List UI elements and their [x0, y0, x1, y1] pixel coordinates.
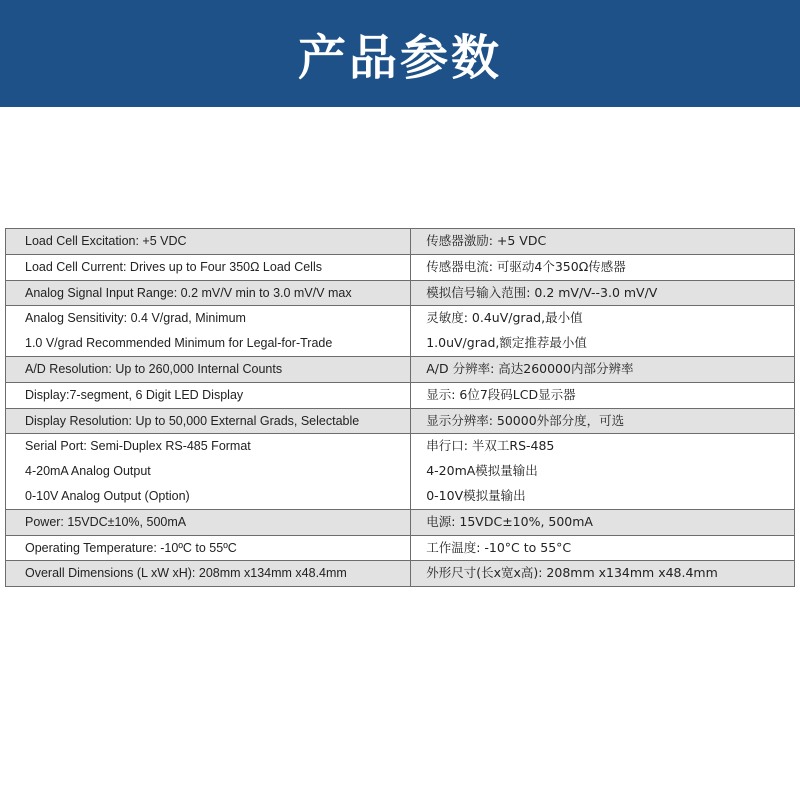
table-row: [6, 535, 795, 561]
table-row: [6, 561, 795, 587]
spec-cell-en: [6, 434, 411, 509]
spec-cell-en: [6, 280, 411, 306]
spec-cell-zh: [411, 280, 795, 306]
spec-text: Power: 15VDC±10%, 500mA: [25, 514, 187, 529]
spec-text: 传感器激励: +5 VDC: [426, 233, 547, 248]
table-row: [6, 434, 795, 509]
spec-cell-zh: [411, 254, 795, 280]
spec-text: 传感器电流: 可驱动4个350Ω传感器: [426, 258, 626, 274]
spec-cell-en: [6, 356, 411, 382]
spec-cell-zh: [411, 382, 795, 408]
header-banner: [0, 0, 800, 107]
spec-cell-zh: [411, 408, 795, 434]
spec-cell-zh: [411, 561, 795, 587]
spec-text: Display Resolution: Up to 50,000 External Grads, Selectable: [25, 413, 360, 428]
table-row: [6, 254, 795, 280]
spec-text: Display:7-segment, 6 Digit LED Display: [25, 387, 244, 402]
spec-text: 电源: 15VDC±10%, 500mA: [426, 513, 593, 529]
spec-text: 外形尺寸(长x宽x高): 208mm x134mm x48.4mm: [426, 565, 718, 581]
table-row: [6, 229, 795, 255]
spec-cell-en: [6, 535, 411, 561]
spec-text: Load Cell Excitation: +5 VDC: [25, 234, 187, 248]
spec-text: 显示分辨率: 50000外部分度，可选: [426, 412, 625, 428]
spec-text: A/D Resolution: Up to 260,000 Internal Counts: [25, 361, 283, 376]
table-row: [6, 408, 795, 434]
spec-text: A/D 分辨率: 高达260000内部分辨率: [426, 360, 634, 376]
table-row: [6, 509, 795, 535]
page-title: 产品参数: [297, 30, 502, 86]
spec-text: 工作温度: -10°C to 55°C: [426, 539, 572, 555]
spec-cell-zh: [411, 535, 795, 561]
spec-text: 1.0 V/grad Recommended Minimum for Legal-for-Trade: [25, 336, 333, 351]
spec-cell-en: [6, 382, 411, 408]
spec-text: Operating Temperature: -10ºC to 55ºC: [25, 540, 237, 555]
spec-text: Overall Dimensions (L xW xH): 208mm x134mm x48.4mm: [25, 566, 347, 581]
spec-text: 串行口: 半双工RS-485: [426, 438, 555, 454]
spec-cell-zh: [411, 434, 795, 509]
table-row: [6, 382, 795, 408]
table-row: [6, 306, 795, 357]
spec-cell-zh: [411, 306, 795, 357]
spec-text: 0-10V模拟量输出: [426, 487, 526, 503]
spec-cell-zh: [411, 509, 795, 535]
spec-text: Analog Signal Input Range: 0.2 mV/V min to 3.0 mV/V max: [25, 285, 352, 300]
spec-text: Analog Sensitivity: 0.4 V/grad, Minimum: [25, 311, 246, 326]
spec-text: 灵敏度: 0.4uV/grad,最小值: [426, 310, 583, 326]
spec-cell-en: [6, 509, 411, 535]
spec-text: 显示: 6位7段码LCD显示器: [426, 386, 576, 402]
spec-table: [5, 228, 795, 587]
table-row: [6, 356, 795, 382]
spec-text: Load Cell Current: Drives up to Four 350Ω Load Cells: [25, 259, 322, 274]
spec-cell-zh: [411, 356, 795, 382]
spec-cell-en: [6, 306, 411, 357]
spec-text: 模拟信号输入范围: 0.2 mV/V--3.0 mV/V: [426, 284, 658, 300]
spec-text: 4-20mA Analog Output: [25, 464, 151, 479]
spec-cell-en: [6, 408, 411, 434]
spec-cell-en: [6, 561, 411, 587]
spec-cell-en: [6, 254, 411, 280]
spec-text: 1.0uV/grad,额定推荐最小值: [426, 335, 587, 351]
spec-cell-en: [6, 229, 411, 255]
spec-cell-zh: [411, 229, 795, 255]
spec-text: 0-10V Analog Output (Option): [25, 488, 190, 503]
spec-text: Serial Port: Semi-Duplex RS-485 Format: [25, 439, 251, 454]
spec-text: 4-20mA模拟量输出: [426, 463, 538, 479]
table-row: [6, 280, 795, 306]
